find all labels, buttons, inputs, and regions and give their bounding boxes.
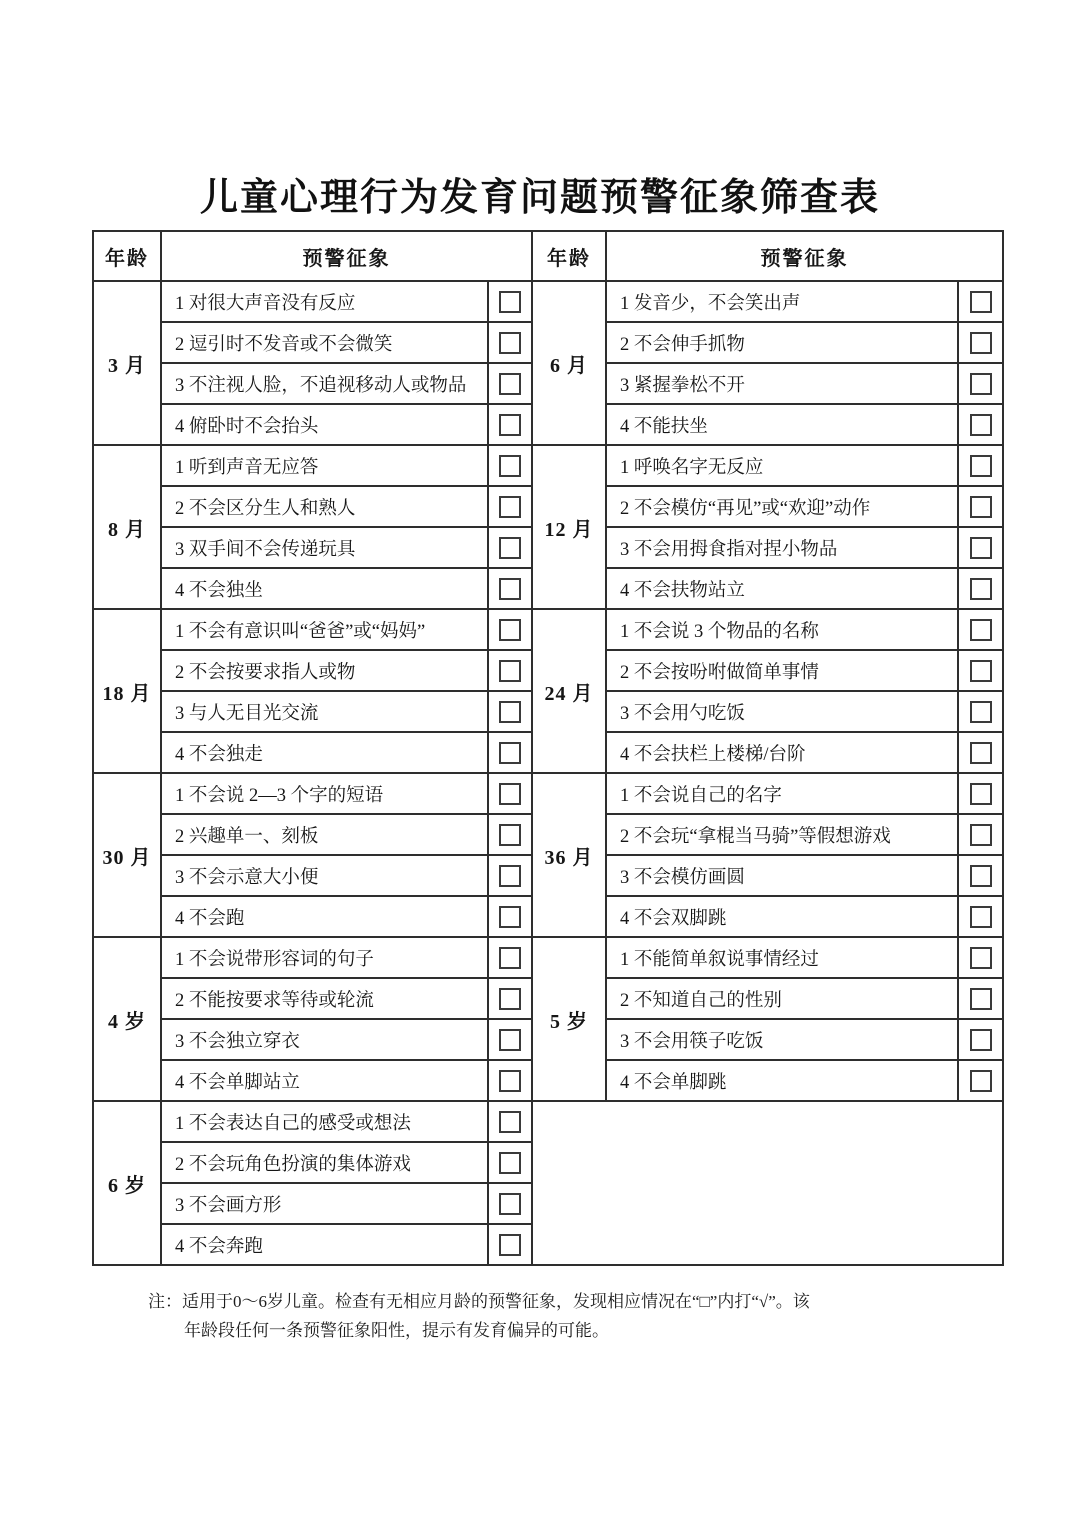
checkbox-cell: [958, 896, 1003, 937]
warning-sign-item: 4 不会跑: [161, 896, 488, 937]
column-header-age-right: 年龄: [532, 231, 606, 281]
checkbox[interactable]: [499, 783, 521, 805]
table-header-row: [93, 231, 1003, 281]
checkbox[interactable]: [970, 947, 992, 969]
warning-sign-item: 1 不会说 2—3 个字的短语: [161, 773, 488, 814]
column-header-signs-left: 预警征象: [161, 231, 532, 281]
checkbox[interactable]: [970, 1070, 992, 1092]
column-header-age-left: 年龄: [93, 231, 161, 281]
checkbox-cell: [488, 281, 532, 322]
checkbox[interactable]: [499, 906, 521, 928]
checkbox[interactable]: [970, 455, 992, 477]
table-row: [93, 937, 1003, 978]
age-cell-right: 6 月: [532, 281, 606, 445]
warning-sign-item: 2 不会按吩咐做简单事情: [606, 650, 958, 691]
checkbox[interactable]: [499, 1234, 521, 1256]
warning-sign-item: 1 不会表达自己的感受或想法: [161, 1101, 488, 1142]
checkbox-cell: [958, 814, 1003, 855]
checkbox-cell: [958, 650, 1003, 691]
footnote: [148, 1287, 998, 1345]
checkbox-cell: [488, 814, 532, 855]
warning-sign-item: 3 双手间不会传递玩具: [161, 527, 488, 568]
checkbox[interactable]: [499, 455, 521, 477]
table-row: [93, 609, 1003, 650]
checkbox-cell: [488, 650, 532, 691]
checkbox-cell: [958, 937, 1003, 978]
checkbox[interactable]: [970, 373, 992, 395]
checkbox[interactable]: [499, 1193, 521, 1215]
warning-sign-item: 2 不知道自己的性别: [606, 978, 958, 1019]
age-cell-right: 36 月: [532, 773, 606, 937]
checkbox[interactable]: [970, 988, 992, 1010]
checkbox-cell: [488, 322, 532, 363]
column-header-signs-right: 预警征象: [606, 231, 1003, 281]
checkbox-cell: [958, 691, 1003, 732]
warning-sign-item: 1 不能简单叙说事情经过: [606, 937, 958, 978]
checkbox[interactable]: [970, 537, 992, 559]
checkbox-cell: [488, 1142, 532, 1183]
checkbox-cell: [958, 855, 1003, 896]
warning-sign-item: 4 不能扶坐: [606, 404, 958, 445]
checkbox-cell: [488, 609, 532, 650]
warning-sign-item: 2 不会按要求指人或物: [161, 650, 488, 691]
checkbox[interactable]: [499, 701, 521, 723]
checkbox-cell: [488, 1019, 532, 1060]
checkbox-cell: [958, 609, 1003, 650]
empty-cell: [532, 1101, 1003, 1265]
checkbox-cell: [488, 363, 532, 404]
checkbox-cell: [958, 1019, 1003, 1060]
warning-sign-item: 3 不会用勺吃饭: [606, 691, 958, 732]
age-cell-right: 5 岁: [532, 937, 606, 1101]
warning-sign-item: 4 俯卧时不会抬头: [161, 404, 488, 445]
checkbox-cell: [958, 445, 1003, 486]
checkbox-cell: [488, 1224, 532, 1265]
checkbox-cell: [488, 404, 532, 445]
warning-sign-item: 2 逗引时不发音或不会微笑: [161, 322, 488, 363]
warning-sign-item: 1 呼唤名字无反应: [606, 445, 958, 486]
warning-sign-item: 2 不能按要求等待或轮流: [161, 978, 488, 1019]
warning-sign-item: 4 不会独坐: [161, 568, 488, 609]
checkbox[interactable]: [970, 906, 992, 928]
checkbox-cell: [488, 855, 532, 896]
checkbox[interactable]: [499, 1111, 521, 1133]
warning-sign-item: 2 不会玩角色扮演的集体游戏: [161, 1142, 488, 1183]
age-cell-left: 30 月: [93, 773, 161, 937]
checkbox-cell: [958, 568, 1003, 609]
age-cell-right: 24 月: [532, 609, 606, 773]
warning-sign-item: 1 对很大声音没有反应: [161, 281, 488, 322]
footnote-line-1: 注：适用于0～6岁儿童。检查有无相应月龄的预警征象，发现相应情况在“□”内打“√”。该: [148, 1292, 810, 1311]
checkbox-cell: [488, 773, 532, 814]
warning-sign-item: 4 不会独走: [161, 732, 488, 773]
page-title: 儿童心理行为发育问题预警征象筛查表: [199, 177, 880, 219]
warning-sign-item: 4 不会单脚跳: [606, 1060, 958, 1101]
warning-sign-item: 4 不会双脚跳: [606, 896, 958, 937]
warning-sign-item: 1 不会有意识叫“爸爸”或“妈妈”: [161, 609, 488, 650]
checkbox[interactable]: [970, 332, 992, 354]
checkbox-cell: [488, 1183, 532, 1224]
warning-sign-item: 1 听到声音无应答: [161, 445, 488, 486]
checkbox[interactable]: [499, 578, 521, 600]
warning-sign-item: 2 不会模仿“再见”或“欢迎”动作: [606, 486, 958, 527]
checkbox[interactable]: [499, 537, 521, 559]
checkbox-cell: [958, 363, 1003, 404]
warning-sign-item: 3 不会示意大小便: [161, 855, 488, 896]
checkbox[interactable]: [499, 824, 521, 846]
checkbox[interactable]: [499, 373, 521, 395]
checkbox-cell: [488, 1060, 532, 1101]
warning-sign-item: 1 不会说自己的名字: [606, 773, 958, 814]
checkbox-cell: [958, 486, 1003, 527]
checkbox-cell: [958, 978, 1003, 1019]
warning-sign-item: 3 不会画方形: [161, 1183, 488, 1224]
warning-sign-item: 2 不会区分生人和熟人: [161, 486, 488, 527]
screening-table: [92, 230, 1004, 1266]
checkbox-cell: [488, 978, 532, 1019]
checkbox[interactable]: [499, 414, 521, 436]
checkbox[interactable]: [499, 1152, 521, 1174]
warning-sign-item: 1 不会说带形容词的句子: [161, 937, 488, 978]
table-row: [93, 445, 1003, 486]
checkbox[interactable]: [970, 824, 992, 846]
warning-sign-item: 3 不会用拇食指对捏小物品: [606, 527, 958, 568]
age-cell-left: 18 月: [93, 609, 161, 773]
age-cell-left: 4 岁: [93, 937, 161, 1101]
warning-sign-item: 4 不会单脚站立: [161, 1060, 488, 1101]
checkbox-cell: [488, 732, 532, 773]
checkbox-cell: [488, 937, 532, 978]
warning-sign-item: 4 不会扶栏上楼梯/台阶: [606, 732, 958, 773]
checkbox[interactable]: [499, 619, 521, 641]
checkbox[interactable]: [499, 1070, 521, 1092]
age-cell-left: 8 月: [93, 445, 161, 609]
checkbox[interactable]: [970, 496, 992, 518]
checkbox[interactable]: [499, 660, 521, 682]
footnote-line-2: 年龄段任何一条预警征象阳性，提示有发育偏异的可能。: [184, 1321, 609, 1340]
checkbox-cell: [488, 1101, 532, 1142]
checkbox[interactable]: [970, 742, 992, 764]
checkbox-cell: [488, 445, 532, 486]
checkbox[interactable]: [970, 865, 992, 887]
warning-sign-item: 4 不会扶物站立: [606, 568, 958, 609]
checkbox[interactable]: [970, 414, 992, 436]
table-row: [93, 281, 1003, 322]
checkbox[interactable]: [970, 1029, 992, 1051]
checkbox[interactable]: [499, 865, 521, 887]
checkbox-cell: [958, 281, 1003, 322]
checkbox[interactable]: [499, 988, 521, 1010]
checkbox-cell: [958, 404, 1003, 445]
checkbox[interactable]: [499, 291, 521, 313]
warning-sign-item: 4 不会奔跑: [161, 1224, 488, 1265]
warning-sign-item: 3 与人无目光交流: [161, 691, 488, 732]
checkbox-cell: [958, 527, 1003, 568]
checkbox[interactable]: [970, 619, 992, 641]
checkbox-cell: [958, 773, 1003, 814]
checkbox[interactable]: [970, 783, 992, 805]
checkbox[interactable]: [970, 660, 992, 682]
warning-sign-item: 3 不会模仿画圆: [606, 855, 958, 896]
checkbox[interactable]: [970, 578, 992, 600]
warning-sign-item: 2 不会玩“拿棍当马骑”等假想游戏: [606, 814, 958, 855]
checkbox-cell: [488, 691, 532, 732]
warning-sign-item: 3 不注视人脸，不追视移动人或物品: [161, 363, 488, 404]
checkbox-cell: [488, 527, 532, 568]
warning-sign-item: 1 发音少，不会笑出声: [606, 281, 958, 322]
checkbox[interactable]: [499, 742, 521, 764]
checkbox[interactable]: [499, 496, 521, 518]
warning-sign-item: 3 不会独立穿衣: [161, 1019, 488, 1060]
checkbox-cell: [958, 732, 1003, 773]
warning-sign-item: 1 不会说 3 个物品的名称: [606, 609, 958, 650]
age-cell-right: 12 月: [532, 445, 606, 609]
warning-sign-item: 2 兴趣单一、刻板: [161, 814, 488, 855]
checkbox-cell: [958, 1060, 1003, 1101]
checkbox-cell: [958, 322, 1003, 363]
warning-sign-item: 3 不会用筷子吃饭: [606, 1019, 958, 1060]
checkbox[interactable]: [499, 947, 521, 969]
checkbox-cell: [488, 568, 532, 609]
checkbox[interactable]: [499, 332, 521, 354]
warning-sign-item: 3 紧握拳松不开: [606, 363, 958, 404]
age-cell-left: 3 月: [93, 281, 161, 445]
age-cell-left: 6 岁: [93, 1101, 161, 1265]
checkbox[interactable]: [970, 291, 992, 313]
table-row: [93, 773, 1003, 814]
checkbox-cell: [488, 896, 532, 937]
table-row: [93, 1101, 1003, 1142]
checkbox-cell: [488, 486, 532, 527]
checkbox[interactable]: [499, 1029, 521, 1051]
warning-sign-item: 2 不会伸手抓物: [606, 322, 958, 363]
checkbox[interactable]: [970, 701, 992, 723]
